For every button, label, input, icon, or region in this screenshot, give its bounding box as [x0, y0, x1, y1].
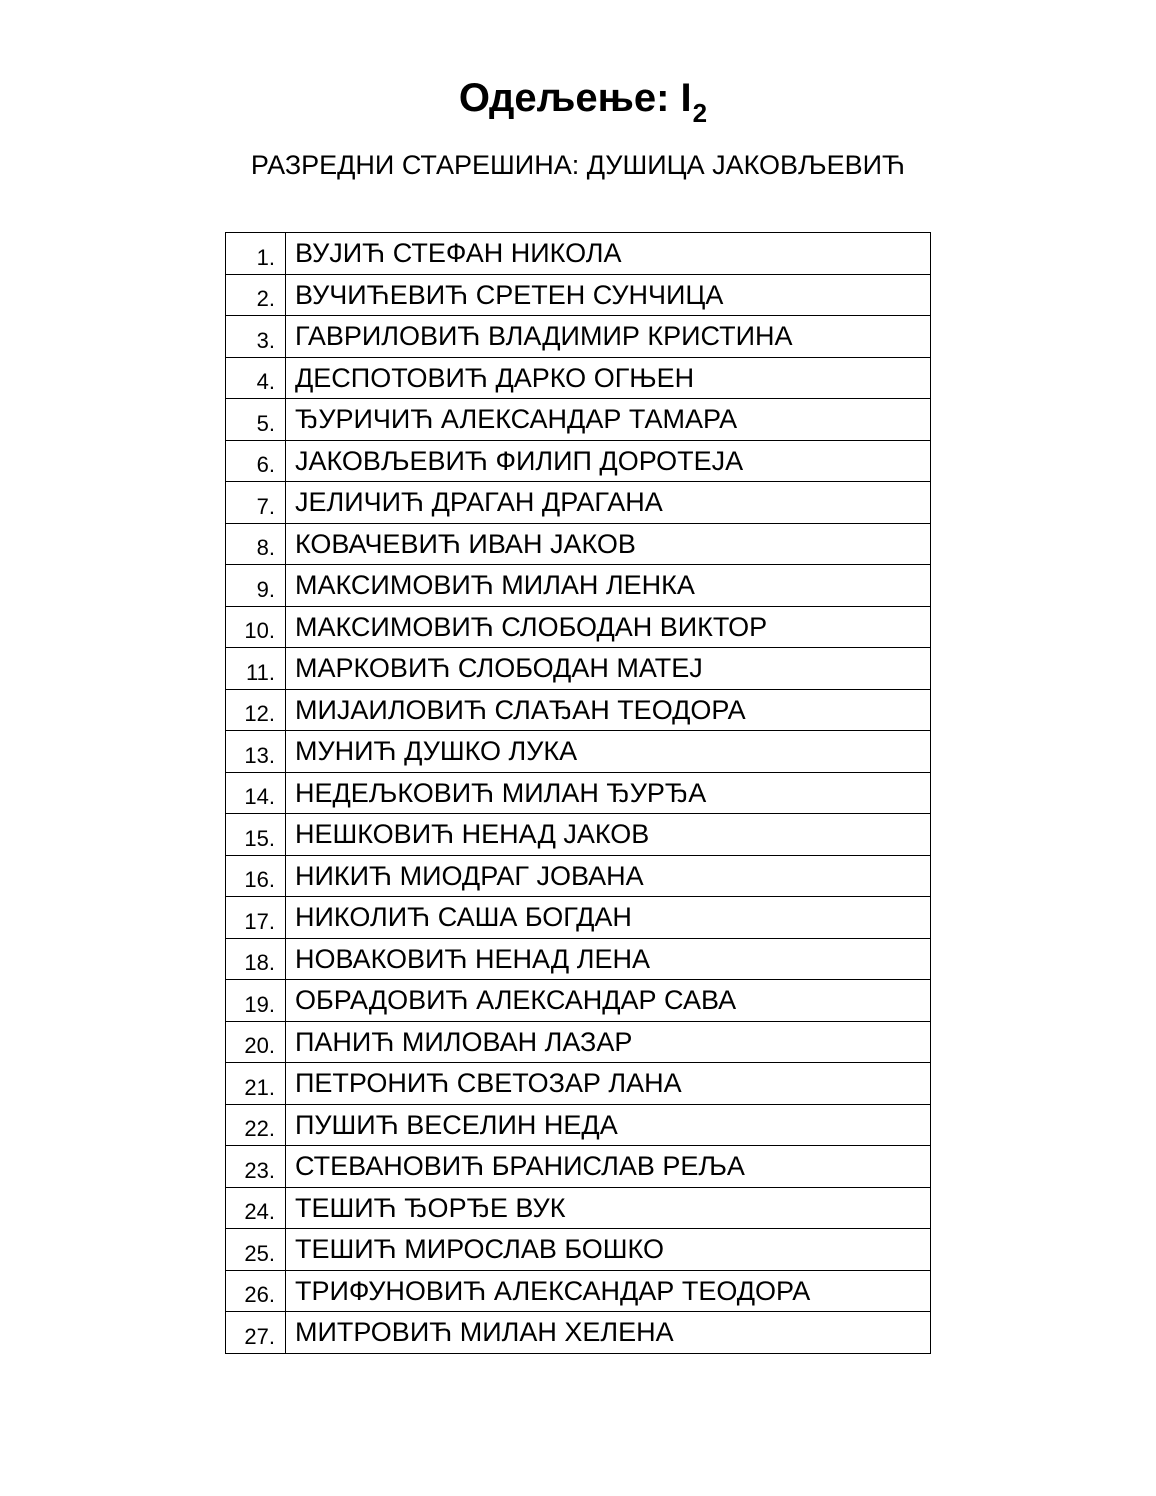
table-row [226, 1270, 931, 1312]
row-number: 3. [226, 316, 286, 358]
row-number: 7. [226, 482, 286, 524]
student-name: ЂУРИЧИЋ АЛЕКСАНДАР ТАМАРА [286, 399, 931, 441]
row-number: 19. [226, 980, 286, 1022]
table-row [226, 855, 931, 897]
table-row [226, 897, 931, 939]
row-number: 23. [226, 1146, 286, 1188]
table-row [226, 565, 931, 607]
row-number: 17. [226, 897, 286, 939]
row-number: 27. [226, 1312, 286, 1354]
table-row [226, 1063, 931, 1105]
student-name: НИКИЋ МИОДРАГ ЈОВАНА [286, 855, 931, 897]
table-row [226, 648, 931, 690]
row-number: 6. [226, 440, 286, 482]
student-name: МИТРОВИЋ МИЛАН ХЕЛЕНА [286, 1312, 931, 1354]
row-number: 4. [226, 357, 286, 399]
student-name: МАРКОВИЋ СЛОБОДАН МАТЕЈ [286, 648, 931, 690]
class-teacher-line: РАЗРЕДНИ СТАРЕШИНА: ДУШИЦА ЈАКОВЉЕВИЋ [250, 150, 906, 180]
row-number: 25. [226, 1229, 286, 1271]
student-name: ГАВРИЛОВИЋ ВЛАДИМИР КРИСТИНА [286, 316, 931, 358]
page-title [0, 70, 1156, 130]
student-name: ВУЧИЋЕВИЋ СРЕТЕН СУНЧИЦА [286, 274, 931, 316]
row-number: 20. [226, 1021, 286, 1063]
table-row [226, 606, 931, 648]
student-name: ВУЈИЋ СТЕФАН НИКОЛА [286, 233, 931, 275]
row-number: 1. [226, 233, 286, 275]
student-name: НИКОЛИЋ САША БОГДАН [286, 897, 931, 939]
table-row [226, 233, 931, 275]
student-name: ЈЕЛИЧИЋ ДРАГАН ДРАГАНА [286, 482, 931, 524]
student-name: НЕШКОВИЋ НЕНАД ЈАКОВ [286, 814, 931, 856]
table-row [226, 1146, 931, 1188]
table-row [226, 1021, 931, 1063]
student-name: МУНИЋ ДУШКО ЛУКА [286, 731, 931, 773]
student-name: НЕДЕЉКОВИЋ МИЛАН ЂУРЂА [286, 772, 931, 814]
student-name: ПАНИЋ МИЛОВАН ЛАЗАР [286, 1021, 931, 1063]
row-number: 14. [226, 772, 286, 814]
student-name: КОВАЧЕВИЋ ИВАН ЈАКОВ [286, 523, 931, 565]
row-number: 24. [226, 1187, 286, 1229]
row-number: 18. [226, 938, 286, 980]
student-name: СТЕВАНОВИЋ БРАНИСЛАВ РЕЉА [286, 1146, 931, 1188]
table-row [226, 399, 931, 441]
table-row [226, 814, 931, 856]
row-number: 10. [226, 606, 286, 648]
student-name: ПЕТРОНИЋ СВЕТОЗАР ЛАНА [286, 1063, 931, 1105]
title-subscript: 2 [692, 98, 708, 128]
student-name: НОВАКОВИЋ НЕНАД ЛЕНА [286, 938, 931, 980]
row-number: 26. [226, 1270, 286, 1312]
student-name: ПУШИЋ ВЕСЕЛИН НЕДА [286, 1104, 931, 1146]
table-row [226, 1104, 931, 1146]
table-row [226, 440, 931, 482]
row-number: 13. [226, 731, 286, 773]
student-name: МАКСИМОВИЋ СЛОБОДАН ВИКТОР [286, 606, 931, 648]
student-name: ЈАКОВЉЕВИЋ ФИЛИП ДОРОТЕЈА [286, 440, 931, 482]
row-number: 8. [226, 523, 286, 565]
table-row [226, 357, 931, 399]
table-row [226, 316, 931, 358]
table-row [226, 980, 931, 1022]
table-row [226, 274, 931, 316]
table-row [226, 938, 931, 980]
row-number: 9. [226, 565, 286, 607]
row-number: 12. [226, 689, 286, 731]
row-number: 2. [226, 274, 286, 316]
title-text: Одељење: I [458, 76, 692, 120]
table-row [226, 689, 931, 731]
table-row [226, 1229, 931, 1271]
row-number: 16. [226, 855, 286, 897]
row-number: 21. [226, 1063, 286, 1105]
student-name: ТРИФУНОВИЋ АЛЕКСАНДАР ТЕОДОРА [286, 1270, 931, 1312]
table-row [226, 482, 931, 524]
table-row [226, 1312, 931, 1354]
row-number: 11. [226, 648, 286, 690]
student-roster-table [225, 232, 931, 1354]
table-row [226, 1187, 931, 1229]
student-name: ДЕСПОТОВИЋ ДАРКО ОГЊЕН [286, 357, 931, 399]
table-row [226, 772, 931, 814]
row-number: 15. [226, 814, 286, 856]
student-name: ТЕШИЋ МИРОСЛАВ БОШКО [286, 1229, 931, 1271]
student-name: МАКСИМОВИЋ МИЛАН ЛЕНКА [286, 565, 931, 607]
student-roster-body [226, 233, 931, 1354]
student-name: МИЈАИЛОВИЋ СЛАЂАН ТЕОДОРА [286, 689, 931, 731]
student-name: ТЕШИЋ ЂОРЂЕ ВУК [286, 1187, 931, 1229]
table-row [226, 523, 931, 565]
row-number: 5. [226, 399, 286, 441]
student-name: ОБРАДОВИЋ АЛЕКСАНДАР САВА [286, 980, 931, 1022]
table-row [226, 731, 931, 773]
row-number: 22. [226, 1104, 286, 1146]
